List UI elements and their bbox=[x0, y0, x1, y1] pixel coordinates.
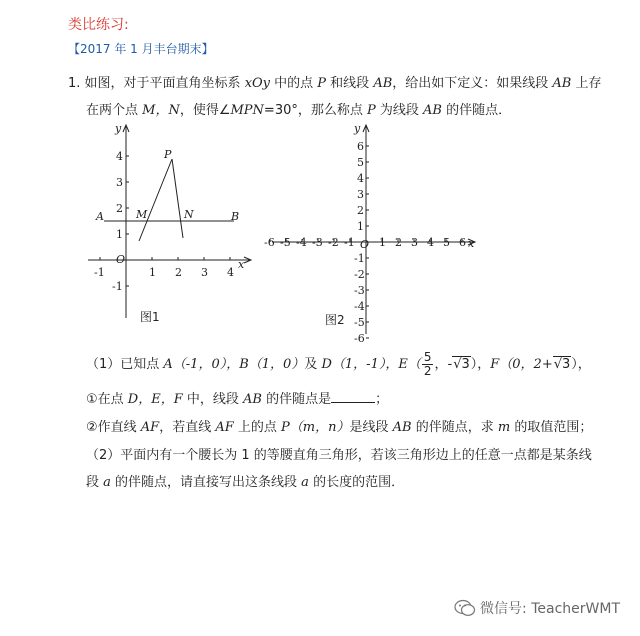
point-f: F（0，2+ bbox=[490, 357, 553, 372]
segment-ab: AB bbox=[423, 103, 442, 118]
text: 的伴随点，求 bbox=[411, 420, 498, 435]
fig2-y-tick-label: 6 bbox=[357, 140, 364, 153]
text: ①在点 bbox=[86, 392, 128, 407]
text: 的取值范围； bbox=[510, 420, 593, 435]
segment-ab: AB bbox=[392, 420, 412, 435]
fig2-x-tick-label: 4 bbox=[427, 236, 434, 249]
fig2-y-tick-label: -6 bbox=[354, 332, 365, 345]
text: 上存 bbox=[571, 76, 602, 91]
segment-a: a bbox=[301, 475, 309, 490]
fig1-xtick: 2 bbox=[175, 266, 182, 279]
text: 的伴随点，请直接写出这条线段 bbox=[110, 475, 302, 490]
fig2-y-tick-label: 1 bbox=[357, 220, 364, 233]
fig1-y-label: y bbox=[115, 122, 122, 135]
text: 为线段 bbox=[375, 103, 424, 118]
fig2-x-tick-label: -5 bbox=[280, 236, 291, 249]
part-2-line-2 bbox=[86, 471, 404, 490]
segment-ab: AB bbox=[243, 392, 262, 407]
fig1-xtick: 4 bbox=[227, 266, 234, 279]
fraction-five-halves bbox=[422, 351, 434, 378]
fig2-x-tick-label: -1 bbox=[344, 236, 355, 249]
text: 如图，对于平面直角坐标系 bbox=[84, 76, 245, 91]
line-af: AF bbox=[215, 420, 234, 435]
fig1-ytick: -1 bbox=[112, 280, 123, 293]
text: 的长度的范围． bbox=[308, 475, 405, 490]
text: 上的点 bbox=[233, 420, 282, 435]
text: ，若直线 bbox=[159, 420, 216, 435]
text: 是线段 bbox=[349, 420, 393, 435]
wechat-icon bbox=[454, 599, 476, 617]
fig1-xtick: 1 bbox=[149, 266, 156, 279]
label-b: B bbox=[231, 210, 240, 223]
problem-source: 【2017 年 1 月丰台期末】 bbox=[68, 42, 214, 56]
answer-blank[interactable] bbox=[331, 390, 375, 403]
fig2-y-tick-label: 3 bbox=[357, 188, 364, 201]
point-p: P bbox=[367, 103, 376, 118]
line-pn bbox=[172, 159, 183, 238]
text: 段 bbox=[86, 475, 104, 490]
label-p: P bbox=[164, 148, 172, 161]
line-pm bbox=[139, 159, 172, 241]
problem-number: 1. bbox=[68, 76, 81, 91]
figure-1-caption: 图1 bbox=[140, 310, 160, 324]
fig2-y-tick-label: 2 bbox=[357, 204, 364, 217]
fig2-x-tick-label: 6 bbox=[459, 236, 466, 249]
fig2-y-tick-label: 5 bbox=[357, 156, 364, 169]
label-m: M bbox=[136, 208, 148, 221]
sqrt-three: √3 bbox=[453, 357, 470, 372]
fig1-ytick: 3 bbox=[116, 176, 123, 189]
fig2-x-tick-label: -3 bbox=[312, 236, 323, 249]
problem-line-2 bbox=[86, 99, 511, 118]
point-p: P bbox=[317, 76, 327, 91]
watermark-text: 微信号: TeacherWMT bbox=[480, 601, 620, 617]
fig2-x-tick-label: -6 bbox=[264, 236, 275, 249]
label-a: A bbox=[96, 210, 104, 223]
segment-ab: AB bbox=[373, 76, 393, 91]
point-e: E（ bbox=[398, 357, 421, 372]
points-mn: M，N bbox=[142, 103, 180, 118]
fig2-origin: O bbox=[360, 238, 370, 251]
fig1-xtick: -1 bbox=[94, 266, 105, 279]
point-b: B（1，0） bbox=[239, 357, 305, 372]
figure-2-caption: 图2 bbox=[325, 313, 345, 327]
text: =30°，那么称点 bbox=[263, 103, 367, 118]
angle-mpn: MPN bbox=[230, 103, 264, 118]
point-p-mn: P（m，n） bbox=[281, 420, 350, 435]
points-def: D，E，F bbox=[127, 392, 183, 407]
fig2-x-tick-label: 1 bbox=[379, 236, 386, 249]
fig1-ytick: 1 bbox=[116, 228, 123, 241]
text: 的伴随点． bbox=[441, 103, 512, 118]
text: ）， bbox=[571, 357, 591, 372]
fig2-x-label: x bbox=[468, 237, 475, 250]
fig2-y-tick-label: -5 bbox=[354, 316, 365, 329]
fraction-numerator: 5 bbox=[423, 350, 432, 364]
fig2-y-tick-label: -4 bbox=[354, 300, 365, 313]
point-d: D（1，-1）， bbox=[321, 357, 399, 372]
variable-m: m bbox=[497, 420, 511, 435]
fig1-ytick: 2 bbox=[116, 202, 123, 215]
text: 中的点 bbox=[270, 76, 318, 91]
point-a: A（-1，0）， bbox=[163, 357, 240, 372]
fig2-x-tick-label: 5 bbox=[443, 236, 450, 249]
text: 的伴随点是 bbox=[261, 392, 332, 407]
part-2-line-1: （2）平面内有一个腰长为 1 的等腰直角三角形，若该三角形边上的任意一点都是某条线 bbox=[86, 448, 592, 463]
fig2-x-tick-label: -2 bbox=[328, 236, 339, 249]
text: ）， bbox=[470, 357, 491, 372]
fig2-x-tick-label: 2 bbox=[395, 236, 402, 249]
text: 和线段 bbox=[326, 76, 374, 91]
fig2-y-label: y bbox=[354, 122, 361, 135]
segment-ab: AB bbox=[552, 76, 572, 91]
sqrt-three: √3 bbox=[553, 357, 571, 372]
fig2-y-tick-label: -3 bbox=[354, 284, 365, 297]
problem-line-1 bbox=[68, 72, 602, 91]
fig1-xtick: 3 bbox=[201, 266, 208, 279]
text: ②作直线 bbox=[86, 420, 141, 435]
text: 及 bbox=[304, 357, 322, 372]
question-2 bbox=[86, 416, 592, 435]
fig2-y-tick-label: -2 bbox=[354, 268, 365, 281]
segment-a: a bbox=[103, 475, 111, 490]
figure-1 bbox=[88, 118, 268, 338]
watermark bbox=[454, 598, 620, 618]
line-af: AF bbox=[140, 420, 160, 435]
fig2-x-tick-label: -4 bbox=[296, 236, 307, 249]
fig2-y-tick-label: -1 bbox=[354, 252, 365, 265]
fig2-y-tick-label: 4 bbox=[357, 172, 364, 185]
text: （1）已知点 bbox=[86, 357, 164, 372]
text: ； bbox=[375, 392, 389, 407]
fraction-denominator: 2 bbox=[423, 364, 432, 378]
coord-system-name: xOy bbox=[244, 76, 271, 91]
fig2-x-tick-label: 3 bbox=[411, 236, 418, 249]
text: 在两个点 bbox=[86, 103, 143, 118]
figure-2 bbox=[264, 118, 488, 345]
fig1-x-label: x bbox=[238, 258, 245, 271]
text: ，使得∠ bbox=[179, 103, 231, 118]
fig1-origin: O bbox=[116, 253, 126, 266]
section-title: 类比练习: bbox=[68, 17, 129, 33]
text: 中，线段 bbox=[182, 392, 243, 407]
part-1-given bbox=[86, 351, 591, 378]
question-1 bbox=[86, 388, 388, 407]
fig1-ytick: 4 bbox=[116, 150, 123, 163]
label-n: N bbox=[184, 208, 194, 221]
text: ，给出如下定义：如果线段 bbox=[392, 76, 553, 91]
text: ，- bbox=[434, 357, 453, 372]
